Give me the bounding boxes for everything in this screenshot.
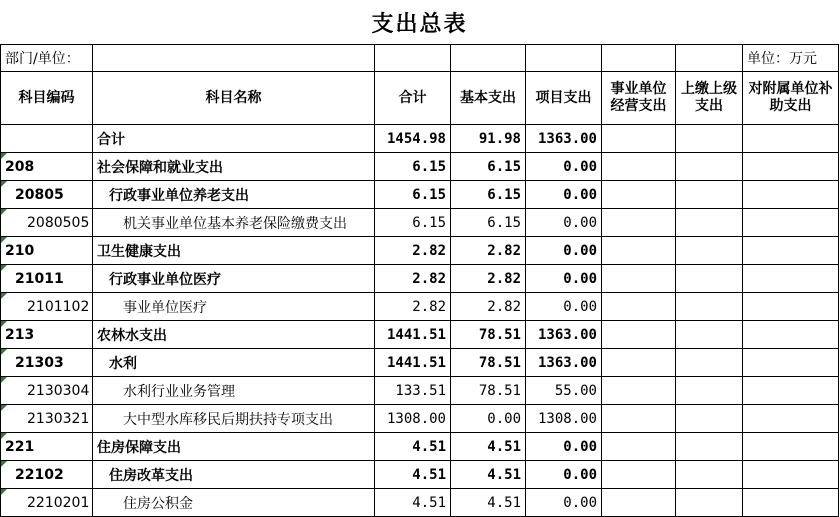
row-code[interactable]: 20805 [1, 181, 93, 209]
row-project[interactable]: 0.00 [526, 461, 602, 489]
row-total[interactable]: 1441.51 [375, 321, 451, 349]
row-basic[interactable]: 78.51 [451, 349, 526, 377]
row-business[interactable] [602, 321, 676, 349]
row-business[interactable] [602, 209, 676, 237]
row-business[interactable] [602, 349, 676, 377]
row-subsidy[interactable] [743, 405, 839, 433]
row-business[interactable] [602, 293, 676, 321]
row-total[interactable]: 1441.51 [375, 349, 451, 377]
header-project: 项目支出 [526, 72, 602, 125]
page-title: 支出总表 [371, 11, 468, 37]
row-name[interactable]: 水利 [93, 349, 375, 377]
row-project[interactable]: 1363.00 [526, 125, 602, 153]
row-subsidy[interactable] [743, 293, 839, 321]
table-row [1, 209, 839, 237]
row-business[interactable] [602, 237, 676, 265]
row-name[interactable]: 事业单位医疗 [93, 293, 375, 321]
row-basic[interactable]: 6.15 [451, 153, 526, 181]
table-row [1, 265, 839, 293]
row-name[interactable]: 住房改革支出 [93, 461, 375, 489]
row-name[interactable]: 卫生健康支出 [93, 237, 375, 265]
row-upper[interactable] [676, 293, 743, 321]
row-project[interactable]: 0.00 [526, 209, 602, 237]
header-total: 合计 [375, 72, 451, 125]
row-upper[interactable] [676, 377, 743, 405]
row-basic[interactable]: 91.98 [451, 125, 526, 153]
table-row [1, 349, 839, 377]
row-code[interactable]: 2101102 [1, 293, 93, 321]
row-total[interactable]: 4.51 [375, 489, 451, 517]
row-code[interactable]: 208 [1, 153, 93, 181]
row-code[interactable]: 2210201 [1, 489, 93, 517]
header-business: 事业单位经营支出 [602, 72, 676, 125]
empty-cell [602, 45, 676, 72]
row-basic[interactable]: 78.51 [451, 321, 526, 349]
row-project[interactable]: 0.00 [526, 237, 602, 265]
row-code[interactable]: 21303 [1, 349, 93, 377]
row-name[interactable]: 合计 [93, 125, 375, 153]
row-subsidy[interactable] [743, 265, 839, 293]
header-code: 科目编码 [1, 72, 93, 125]
row-total[interactable]: 4.51 [375, 461, 451, 489]
row-subsidy[interactable] [743, 349, 839, 377]
row-subsidy[interactable] [743, 125, 839, 153]
row-subsidy[interactable] [743, 209, 839, 237]
row-business[interactable] [602, 265, 676, 293]
header-basic: 基本支出 [451, 72, 526, 125]
row-business[interactable] [602, 377, 676, 405]
row-business[interactable] [602, 181, 676, 209]
row-subsidy[interactable] [743, 181, 839, 209]
row-upper[interactable] [676, 209, 743, 237]
row-subsidy[interactable] [743, 433, 839, 461]
row-upper[interactable] [676, 433, 743, 461]
row-business[interactable] [602, 405, 676, 433]
row-upper[interactable] [676, 489, 743, 517]
row-subsidy[interactable] [743, 237, 839, 265]
table-row [1, 293, 839, 321]
row-total[interactable]: 133.51 [375, 377, 451, 405]
row-upper[interactable] [676, 265, 743, 293]
table-row [1, 125, 839, 153]
row-code[interactable]: 2130304 [1, 377, 93, 405]
row-total[interactable]: 6.15 [375, 153, 451, 181]
table-row [1, 489, 839, 517]
row-basic[interactable]: 2.82 [451, 237, 526, 265]
row-project[interactable]: 0.00 [526, 489, 602, 517]
row-subsidy[interactable] [743, 377, 839, 405]
row-business[interactable] [602, 125, 676, 153]
row-subsidy[interactable] [743, 321, 839, 349]
table-row [1, 461, 839, 489]
row-subsidy[interactable] [743, 153, 839, 181]
row-basic[interactable]: 4.51 [451, 461, 526, 489]
row-code[interactable]: 21011 [1, 265, 93, 293]
row-code[interactable]: 2130321 [1, 405, 93, 433]
header-upper: 上缴上级支出 [676, 72, 743, 125]
table-row [1, 153, 839, 181]
row-code[interactable]: 221 [1, 433, 93, 461]
row-upper[interactable] [676, 237, 743, 265]
table-row [1, 321, 839, 349]
row-upper[interactable] [676, 153, 743, 181]
row-basic[interactable]: 4.51 [451, 489, 526, 517]
row-name[interactable]: 水利行业业务管理 [93, 377, 375, 405]
row-basic[interactable]: 2.82 [451, 293, 526, 321]
row-basic[interactable]: 0.00 [451, 405, 526, 433]
header-subsidy: 对附属单位补助支出 [743, 72, 839, 125]
row-upper[interactable] [676, 321, 743, 349]
row-code[interactable]: 22102 [1, 461, 93, 489]
row-business[interactable] [602, 489, 676, 517]
row-total[interactable]: 6.15 [375, 181, 451, 209]
row-name[interactable]: 住房公积金 [93, 489, 375, 517]
row-project[interactable]: 0.00 [526, 265, 602, 293]
row-name[interactable]: 社会保障和就业支出 [93, 153, 375, 181]
row-project[interactable]: 0.00 [526, 153, 602, 181]
row-upper[interactable] [676, 349, 743, 377]
row-total[interactable]: 2.82 [375, 293, 451, 321]
row-business[interactable] [602, 153, 676, 181]
table-row [1, 237, 839, 265]
row-project[interactable]: 0.00 [526, 181, 602, 209]
empty-cell [451, 45, 526, 72]
row-total[interactable]: 4.51 [375, 433, 451, 461]
table-row [1, 433, 839, 461]
row-total[interactable]: 1308.00 [375, 405, 451, 433]
table-row [1, 377, 839, 405]
row-project[interactable]: 1363.00 [526, 349, 602, 377]
row-basic[interactable]: 4.51 [451, 433, 526, 461]
row-name[interactable]: 住房保障支出 [93, 433, 375, 461]
row-project[interactable]: 0.00 [526, 293, 602, 321]
row-project[interactable]: 55.00 [526, 377, 602, 405]
department-value-cell[interactable] [93, 45, 375, 72]
row-business[interactable] [602, 461, 676, 489]
row-basic[interactable]: 6.15 [451, 209, 526, 237]
row-business[interactable] [602, 433, 676, 461]
row-code[interactable]: 210 [1, 237, 93, 265]
row-name[interactable]: 大中型水库移民后期扶持专项支出 [93, 405, 375, 433]
row-subsidy[interactable] [743, 461, 839, 489]
unit-label: 单位：万元 [743, 45, 839, 72]
empty-cell [526, 45, 602, 72]
row-upper[interactable] [676, 125, 743, 153]
empty-cell [375, 45, 451, 72]
row-project[interactable]: 1363.00 [526, 321, 602, 349]
table-row [1, 181, 839, 209]
row-basic[interactable]: 78.51 [451, 377, 526, 405]
row-total[interactable]: 6.15 [375, 209, 451, 237]
row-name[interactable]: 机关事业单位基本养老保险缴费支出 [93, 209, 375, 237]
row-total[interactable]: 2.82 [375, 237, 451, 265]
table-row [1, 405, 839, 433]
row-total[interactable]: 2.82 [375, 265, 451, 293]
row-upper[interactable] [676, 461, 743, 489]
row-upper[interactable] [676, 181, 743, 209]
row-total[interactable]: 1454.98 [375, 125, 451, 153]
row-code[interactable] [1, 125, 93, 153]
department-label: 部门/单位： [1, 45, 93, 72]
row-basic[interactable]: 2.82 [451, 265, 526, 293]
row-upper[interactable] [676, 405, 743, 433]
empty-cell [676, 45, 743, 72]
row-project[interactable]: 1308.00 [526, 405, 602, 433]
row-basic[interactable]: 6.15 [451, 181, 526, 209]
row-name[interactable]: 农林水支出 [93, 321, 375, 349]
header-name: 科目名称 [93, 72, 375, 125]
row-name[interactable]: 行政事业单位医疗 [93, 265, 375, 293]
row-code[interactable]: 213 [1, 321, 93, 349]
row-code[interactable]: 2080505 [1, 209, 93, 237]
row-name[interactable]: 行政事业单位养老支出 [93, 181, 375, 209]
row-project[interactable]: 0.00 [526, 433, 602, 461]
row-subsidy[interactable] [743, 489, 839, 517]
